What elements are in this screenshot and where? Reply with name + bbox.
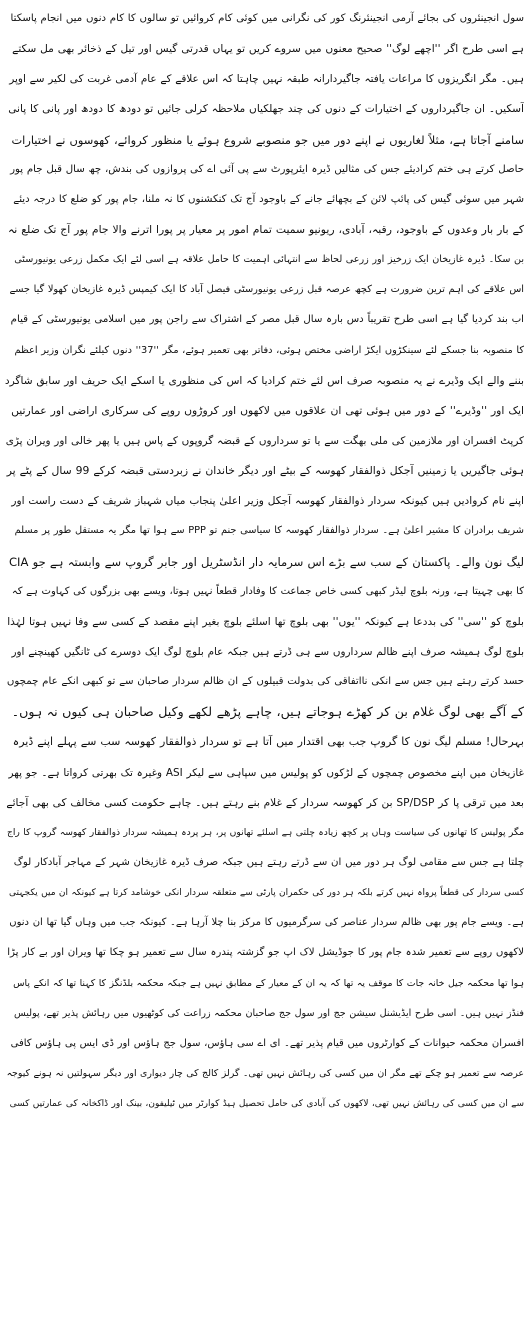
article-line: کا منصوبہ بنا جسکے لئے سینکڑوں ایکڑ اراضی مختص ہوئی، دفاتر بھی تعمیر ہوئے، مگر ''37'' دنوں کیلئے نگران وزیر اعظم (14, 344, 524, 356)
article-line: اس علاقے کی اہم ترین ضرورت ہے کچھ عرصہ قبل زرعی یونیورسٹی فیصل آباد کا ایک کیمپس ڈیرہ غازیخان کھولا گیا جسے (9, 284, 524, 296)
article-line: بن سکا۔ ڈیرہ غازیخان ایک زرخیز اور زرعی لحاظ سے انتہائی اہمیت کا حامل علاقہ ہے اسی لئے ایک مکمل زرعی یونیورسٹی (14, 254, 524, 266)
article-line: چلتا ہے جس سے مقامی لوگ ہر دور میں ان سے ڈرتے رہتے ہیں جبکہ صرف ڈیرہ غازیخان شہر کے مہاجر آبادکار لوگ (13, 856, 524, 868)
article-line: ہے۔ ویسے جام پور بھی ظالم سردار عناصر کی سرگرمیوں کا مرکز بنا چلا آرہا ہے۔ کیونکہ جب میں وہاں گیا تھا ان دنوں (9, 917, 524, 929)
article-line: کرپٹ افسران اور ملازمین کی ملی بھگت سے یا تو سرداروں کے قبضہ گروپوں کے پاس ہیں یا پھر خالی اور ویران پڑی (5, 434, 524, 447)
article-line: کا بھی چہیتا ہے، ورنہ بلوچ لیڈر کبھی کسی خاص جماعت کا وفادار قطعاً نہیں ہوتا، ویسے بھی بزرگوں کی کہاوت ہے کہ (11, 585, 524, 597)
article-line: ایک اور ''وڈیرے'' کے دور میں ہوئی تھی ان علاقوں میں لاکھوں اور کروڑوں روپے کی سرکاری اراضی اور عمارتیں (11, 403, 524, 417)
article-line: کے بار بار وعدوں کے باوجود، رقبہ، آبادی، ریونیو سمیت تمام امور پر معیار پر پورا اترنے والا جام پور آج تک ضلع نہ (7, 222, 524, 236)
article-line: بہرحال! مسلم لیگ نون کا گروپ جب بھی اقتدار میں آتا ہے تو سردار ذوالفقار کھوسہ سب سے پہلے اپنے ڈیرہ (12, 735, 524, 749)
article-line: بعد میں ترقی پا کر SP/DSP بن کر کھوسہ سردار کے غلام بنے رہتے ہیں۔ چاہے حکومت کسی مخالف کی بھی آجائے (6, 796, 524, 809)
article-line: کے آگے بھی لوگ غلام بن کر کھڑے ہوجاتے ہیں، چاہے پڑھے لکھے وکیل صاحبان ہی کیوں نہ ہوں۔ (11, 704, 524, 720)
article-line: حسد کرتے رہتے ہیں جس سے انکی نااتفاقی کی بدولت قبیلوں کے ان ظالم سردار صاحبان سے تو کبھی انکے عام چمچوں (6, 676, 524, 688)
article-line: ہوا تھا محکمہ جیل خانہ جات کا موقف یہ تھا کہ یہ ان کے معیار کے مطابق نہیں ہے جبکہ محکمہ بلڈنگز کا کہنا تھا کہ انکے پاس (13, 977, 524, 989)
article-line: فنڈز نہیں ہیں۔ اسی طرح ایڈیشنل سیشن جج اور سول جج صاحبان محکمہ زراعت کی کوٹھیوں میں رہائش پذیر تھے، پولیس (14, 1007, 524, 1019)
article-line: مگر پولیس کا تھانوں کی سیاست وہاں پر کچھ زیادہ چلتی ہے اسلئے تھانوں پر، ہر پردہ ہمیشہ سردار ذوالفقار کھوسہ گروپ کا راج (6, 826, 524, 838)
article-line: کسی سردار کی قطعاً پرواہ نہیں کرتے بلکہ ہر دور کی حکمران پارٹی سے متعلقہ سردار انکی خوشامد کرتا ہے کیونکہ ان میں یکجہتی (9, 888, 524, 899)
article-line: ہوئی جاگیریں یا زمینیں آجکل ذوالفقار کھوسہ کے بیٹے اور دیگر خاندان نے زبردستی قبضہ کرکے 99 سال کے پٹے پر (6, 464, 524, 478)
article-line: غازیخان میں اپنے مخصوص چمچوں کے لڑکوں کو پولیس میں سپاہی سے لیکر ASI وغیرہ تک بھرتی کرواتا ہے۔ جو پھر (8, 766, 524, 779)
article-line: بلوچ کو ''سی'' کی بددعا ہے کیونکہ ''یوں'' بھی بلوچ تھا اسلئے بلوچ بغیر اپنے مقصد کے کسی سے وفا نہیں ہوتا لہٰذا (7, 615, 524, 628)
article-line: اپنے نام کروادیں ہیں کیونکہ سردار ذوالفقار کھوسہ آجکل وزیر اعلیٰ پنجاب میاں شہباز شریف کے دست راست اور (11, 495, 524, 508)
article-body (5, 4, 524, 1119)
article-line: اب بند کردیا گیا ہے اسی طرح تقریباً دس بارہ سال قبل مصر کے اشتراک سے راجن پور میں اسلامی یونیورسٹی کے قیام (10, 314, 524, 326)
article-line: شہر میں سوئی گیس کی پائپ لائن کے بچھائے جانے کے باوجود آج تک کنکشنوں کا نہ ملنا، جام پور کو ضلع کا درجہ دیئے (13, 193, 524, 205)
article-line: سول انجینئروں کی بجائے آرمی انجینئرنگ کور کی نگرانی میں کوئی کام کروائیں تو سالوں کا کام دنوں میں انجام پاسکتا (10, 13, 524, 24)
article-line: لاکھوں روپے سے تعمیر شدہ جام پور کا جوڈیشل لاک اپ جو گزشتہ پندرہ سال سے تعمیر ہو چکا تھا ویران اور بے کار پڑا (7, 947, 524, 959)
article-line: سامنے آجاتا ہے، مثلاً لغاریوں نے اپنے دور میں جو منصوبے شروع ہوئے یا منظور کروائے، کھوسوں نے اختیارات (11, 132, 524, 147)
article-line: افسران محکمہ حیوانات کے کوارٹروں میں قیام پذیر تھے۔ ای اے سی ہاؤس، سول جج ہاؤس اور ڈی ایس پی ہاؤس کافی (10, 1037, 524, 1049)
article-line: لیگ نون والے۔ پاکستان کے سب سے بڑے اس سرمایہ دار انڈسٹریل اور جابر گروپ سے وابستہ ہے جو CIA (8, 554, 524, 569)
article-line: شریف برادران کا مشیر اعلیٰ ہے۔ سردار ذوالفقار کھوسہ کا سیاسی جنم تو PPP سے ہوا تھا مگر یہ مستقل طور پر مسلم (14, 525, 524, 537)
article-line: ہے اسی طرح اگر ''اچھے لوگ'' صحیح معنوں میں سروے کریں تو یہاں قدرتی گیس اور تیل کے ذخائر بھی مل سکتے (12, 43, 524, 56)
article-line: بلوچ لوگ ہمیشہ صرف اپنے ظالم سرداروں سے ہی ڈرتے ہیں جبکہ عام بلوچ لوگ ایک دوسرے کی ٹانگیں کھینچنے اور (11, 645, 524, 658)
article-line: ہیں۔ مگر انگریزوں کا مراعات یافتہ جاگیردارانہ طبقہ نہیں چاہتا کہ اس علاقے کے عام آدمی غربت کی لکیر سے اوپر (9, 73, 524, 86)
article-line: عرصہ سے تعمیر ہو چکے تھے مگر ان میں کسی کی رہائش نہیں تھی۔ گرلز کالج کی چار دیواری اور دیگر سہولتیں نہ ہونے کیوجہ (6, 1067, 524, 1079)
article-line: سے ان میں کسی کی رہائش نہیں تھی، لاکھوں کی آبادی کی حامل تحصیل ہیڈ کوارٹر میں ٹیلیفون، بینک اور ڈاکخانہ کی عمارتیں کسی (9, 1099, 524, 1110)
article-line: آسکیں۔ ان جاگیرداروں کے اختیارات کے دنوں کی چند جھلکیاں ملاحظہ کرلی جائیں تو دودھ کا دودھ اور پانی کا پانی (8, 103, 524, 116)
article-line: بننے والے ایک وڈیرے نے یہ منصوبہ صرف اس لئے ختم کرادیا کہ اس کی منظوری یا اسکے ایک حریف اور سابق شاگرد (5, 374, 524, 387)
article-line: حاصل کرتے ہی ختم کرادیئے جس کی مثالیں ڈیرہ ایئرپورٹ سے پی آئی اے کی پروازوں کی بندش، چھ سال قبل جام پور (10, 163, 524, 175)
